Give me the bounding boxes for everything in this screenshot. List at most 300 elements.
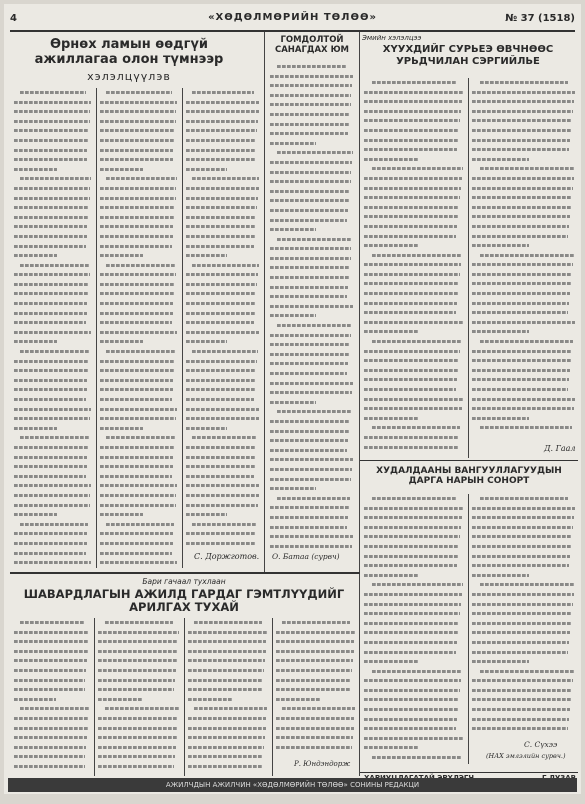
- body-text-line: [364, 686, 464, 696]
- body-text-line: [14, 666, 90, 676]
- body-text-line: [364, 667, 464, 677]
- body-text-line: [270, 484, 354, 494]
- body-text-line: [472, 97, 576, 107]
- body-text-line: [276, 685, 356, 695]
- body-text-line: [276, 666, 356, 676]
- body-text-line: [472, 571, 576, 581]
- body-text-line: [364, 414, 464, 424]
- body-text-line: [100, 357, 178, 367]
- body-text-line: [14, 174, 92, 184]
- body-text-line: [364, 532, 464, 542]
- body-text-line: [270, 110, 354, 120]
- footer-band: АЖИЛЧДЫН АЖИЛЧИН «ХӨДӨЛМӨРИЙН ТӨЛӨӨ» СОНИНЫ РЕДАКЦИ: [8, 778, 577, 792]
- body-text-line: [100, 280, 178, 290]
- body-text-line: [186, 165, 260, 175]
- body-text-line: [472, 423, 576, 433]
- body-text-line: [188, 743, 268, 753]
- body-text-line: [472, 270, 576, 280]
- body-text-line: [188, 647, 268, 657]
- body-text-line: [186, 213, 260, 223]
- body-text-line: [472, 289, 576, 299]
- article2-column: [270, 62, 354, 550]
- body-text-line: [270, 158, 354, 168]
- body-text-line: [186, 203, 260, 213]
- body-text-line: [270, 91, 354, 101]
- body-text-line: [364, 443, 464, 453]
- body-text-line: [364, 513, 464, 523]
- article4-column-3: [188, 618, 268, 774]
- body-text-line: [472, 212, 576, 222]
- body-text-line: [14, 443, 92, 453]
- body-text-line: [100, 261, 178, 271]
- body-text-line: [100, 299, 178, 309]
- body-text-line: [186, 414, 260, 424]
- body-text-line: [14, 222, 92, 232]
- body-text-line: [186, 328, 260, 338]
- body-text-line: [270, 177, 354, 187]
- body-text-line: [100, 194, 178, 204]
- body-text-line: [270, 321, 354, 331]
- body-text-line: [186, 347, 260, 357]
- article2-title: [270, 36, 354, 56]
- body-text-line: [186, 529, 260, 539]
- body-text-line: [14, 289, 92, 299]
- body-text-line: [100, 270, 178, 280]
- body-text-line: [276, 656, 356, 666]
- body-text-line: [100, 510, 178, 520]
- body-text-line: [186, 184, 260, 194]
- body-text-line: [188, 628, 268, 638]
- body-text-line: [472, 638, 576, 648]
- body-text-line: [364, 628, 464, 638]
- body-text-line: [270, 542, 354, 550]
- body-text-line: [186, 472, 260, 482]
- body-text-line: [364, 580, 464, 590]
- body-text-line: [270, 446, 354, 456]
- body-text-line: [472, 494, 576, 504]
- body-text-line: [100, 366, 178, 376]
- body-text-line: [364, 638, 464, 648]
- article2-signature: О. Батаа (сурвч): [272, 552, 340, 561]
- body-text-line: [364, 337, 464, 347]
- body-text-line: [14, 752, 90, 762]
- body-text-line: [472, 590, 576, 600]
- body-text-line: [364, 203, 464, 213]
- body-text-line: [270, 168, 354, 178]
- body-text-line: [364, 705, 464, 715]
- body-text-line: [276, 676, 356, 686]
- body-text-line: [188, 637, 268, 647]
- body-text-line: [270, 72, 354, 82]
- body-text-line: [188, 618, 268, 628]
- body-text-line: [14, 733, 90, 743]
- body-text-line: [100, 136, 178, 146]
- body-text-line: [186, 520, 260, 530]
- body-text-line: [14, 618, 90, 628]
- body-text-line: [14, 280, 92, 290]
- body-text-line: [270, 398, 354, 408]
- body-text-line: [186, 510, 260, 520]
- article5-title-line2: ДАРГА НАРЫН СОНОРТ: [408, 476, 530, 487]
- body-text-line: [364, 676, 464, 686]
- body-text-line: [364, 193, 464, 203]
- body-text-line: [186, 289, 260, 299]
- article4-column-4: [276, 618, 356, 756]
- body-text-line: [100, 385, 178, 395]
- body-text-line: [472, 78, 576, 88]
- body-text-line: [472, 657, 576, 667]
- body-text-line: [472, 609, 576, 619]
- body-text-line: [270, 331, 354, 341]
- body-text-line: [14, 714, 90, 724]
- body-text-line: [270, 475, 354, 485]
- body-text-line: [364, 404, 464, 414]
- body-text-line: [98, 656, 180, 666]
- body-text-line: [472, 155, 576, 165]
- body-text-line: [188, 704, 268, 714]
- article5-signature-note: (НАХ эмлэлийн сурвч.): [486, 752, 566, 760]
- body-text-line: [98, 628, 180, 638]
- body-text-line: [472, 193, 576, 203]
- body-text-line: [14, 539, 92, 549]
- body-text-line: [364, 734, 464, 744]
- body-text-line: [100, 155, 178, 165]
- body-text-line: [364, 590, 464, 600]
- body-text-line: [98, 752, 180, 762]
- article4-column-1: [14, 618, 90, 774]
- body-text-line: [364, 600, 464, 610]
- body-text-line: [270, 139, 354, 149]
- body-text-line: [472, 299, 576, 309]
- body-text-line: [364, 619, 464, 629]
- body-text-line: [472, 174, 576, 184]
- body-text-line: [270, 273, 354, 283]
- body-text-line: [270, 120, 354, 130]
- article5-title: [362, 466, 576, 487]
- body-text-line: [472, 532, 576, 542]
- body-text-line: [472, 222, 576, 232]
- body-text-line: [14, 136, 92, 146]
- body-text-line: [472, 116, 576, 126]
- body-text-line: [186, 539, 260, 548]
- body-text-line: [472, 705, 576, 715]
- body-text-line: [100, 146, 178, 156]
- body-text-line: [14, 88, 92, 98]
- body-text-line: [188, 714, 268, 724]
- body-text-line: [364, 270, 464, 280]
- body-text-line: [98, 704, 180, 714]
- body-text-line: [364, 279, 464, 289]
- body-text-line: [472, 356, 576, 366]
- body-text-line: [186, 376, 260, 386]
- body-text-line: [472, 232, 576, 242]
- article4-title: [14, 588, 354, 614]
- body-text-line: [100, 491, 178, 501]
- body-text-line: [270, 513, 354, 523]
- body-text-line: [14, 743, 90, 753]
- body-text-line: [472, 542, 576, 552]
- body-text-line: [472, 580, 576, 590]
- body-text-line: [270, 244, 354, 254]
- body-text-line: [188, 724, 268, 734]
- body-text-line: [186, 222, 260, 232]
- body-text-line: [472, 619, 576, 629]
- body-text-line: [14, 704, 90, 714]
- article5-title-line1: ХУДАЛДААНЫ ВАНГУУЛЛАГУУДЫН: [376, 466, 562, 476]
- body-text-line: [186, 395, 260, 405]
- body-text-line: [276, 704, 356, 714]
- body-text-line: [270, 417, 354, 427]
- body-text-line: [186, 443, 260, 453]
- body-text-line: [270, 494, 354, 504]
- body-text-line: [472, 107, 576, 117]
- body-text-line: [270, 359, 354, 369]
- body-text-line: [98, 618, 180, 628]
- body-text-line: [186, 366, 260, 376]
- body-text-line: [100, 117, 178, 127]
- body-text-line: [276, 647, 356, 657]
- article4-title-line1: ШАВАРДЛАГЫН АЖИЛД ГАРДАГ ГЭМТЛҮҮДИЙГ: [23, 587, 345, 601]
- body-text-line: [364, 648, 464, 658]
- body-text-line: [100, 558, 178, 566]
- body-text-line: [188, 676, 268, 686]
- body-text-line: [276, 618, 356, 628]
- body-text-line: [472, 337, 576, 347]
- body-text-line: [188, 656, 268, 666]
- body-text-line: [100, 98, 178, 108]
- body-text-line: [186, 318, 260, 328]
- body-text-line: [364, 289, 464, 299]
- body-text-line: [100, 232, 178, 242]
- body-text-line: [472, 279, 576, 289]
- body-text-line: [14, 453, 92, 463]
- body-text-line: [270, 129, 354, 139]
- body-text-line: [14, 337, 92, 347]
- article3-title-line2: УРЬДЧИЛАН СЭРГИЙЛЬЕ: [396, 55, 540, 67]
- body-text-line: [100, 481, 178, 491]
- body-text-line: [14, 433, 92, 443]
- body-text-line: [270, 206, 354, 216]
- body-text-line: [186, 107, 260, 117]
- body-text-line: [270, 407, 354, 417]
- body-text-line: [98, 743, 180, 753]
- body-text-line: [472, 561, 576, 571]
- body-text-line: [364, 542, 464, 552]
- body-text-line: [472, 414, 576, 424]
- body-text-line: [100, 347, 178, 357]
- body-text-line: [364, 609, 464, 619]
- body-text-line: [472, 203, 576, 213]
- article3-title: [362, 44, 574, 67]
- body-text-line: [270, 235, 354, 245]
- article3-kicker: Эмийн хэлэлцээ: [362, 34, 422, 42]
- body-text-line: [14, 194, 92, 204]
- body-text-line: [276, 724, 356, 734]
- body-text-line: [364, 375, 464, 385]
- body-text-line: [14, 261, 92, 271]
- body-text-line: [186, 491, 260, 501]
- body-text-line: [186, 481, 260, 491]
- body-text-line: [472, 552, 576, 562]
- body-text-line: [14, 146, 92, 156]
- body-text-line: [186, 194, 260, 204]
- article2-title-line2: САНАГДАХ ЮМ: [274, 44, 350, 55]
- body-text-line: [14, 395, 92, 405]
- article1-column-2: [100, 88, 178, 566]
- body-text-line: [364, 715, 464, 725]
- body-text-line: [472, 404, 576, 414]
- body-text-line: [364, 222, 464, 232]
- body-text-line: [100, 501, 178, 511]
- body-text-line: [186, 405, 260, 415]
- body-text-line: [364, 356, 464, 366]
- body-text-line: [14, 647, 90, 657]
- body-text-line: [100, 203, 178, 213]
- body-text-line: [270, 62, 354, 72]
- body-text-line: [186, 88, 260, 98]
- body-text-line: [14, 472, 92, 482]
- body-text-line: [270, 292, 354, 302]
- body-text-line: [14, 481, 92, 491]
- body-text-line: [14, 637, 90, 647]
- body-text-line: [14, 491, 92, 501]
- body-text-line: [276, 695, 356, 705]
- body-text-line: [270, 340, 354, 350]
- body-text-line: [98, 647, 180, 657]
- article1-title: [14, 38, 244, 68]
- body-text-line: [100, 414, 178, 424]
- body-text-line: [186, 251, 260, 261]
- body-text-line: [472, 385, 576, 395]
- body-text-line: [100, 289, 178, 299]
- body-text-line: [270, 379, 354, 389]
- body-text-line: [100, 107, 178, 117]
- body-text-line: [98, 695, 180, 705]
- body-text-line: [364, 116, 464, 126]
- body-text-line: [14, 184, 92, 194]
- body-text-line: [276, 637, 356, 647]
- body-text-line: [188, 685, 268, 695]
- body-text-line: [188, 752, 268, 762]
- body-text-line: [364, 145, 464, 155]
- body-text-line: [14, 695, 90, 705]
- body-text-line: [364, 308, 464, 318]
- body-text-line: [100, 443, 178, 453]
- body-text-line: [14, 462, 92, 472]
- article1-title-line1: Өрнөх ламын өөдгүй: [49, 37, 209, 52]
- body-text-line: [472, 366, 576, 376]
- body-text-line: [14, 558, 92, 566]
- body-text-line: [186, 357, 260, 367]
- body-text-line: [14, 520, 92, 530]
- body-text-line: [270, 81, 354, 91]
- body-text-line: [472, 260, 576, 270]
- body-text-line: [364, 241, 464, 251]
- article3-column-1: [364, 78, 464, 456]
- body-text-line: [14, 299, 92, 309]
- body-text-line: [186, 309, 260, 319]
- body-text-line: [14, 203, 92, 213]
- body-text-line: [14, 347, 92, 357]
- body-text-line: [100, 472, 178, 482]
- body-text-line: [100, 549, 178, 559]
- body-text-line: [472, 628, 576, 638]
- body-text-line: [364, 366, 464, 376]
- body-text-line: [270, 225, 354, 235]
- body-text-line: [14, 414, 92, 424]
- body-text-line: [472, 667, 576, 677]
- body-text-line: [14, 213, 92, 223]
- body-text-line: [14, 385, 92, 395]
- body-text-line: [14, 405, 92, 415]
- body-text-line: [98, 637, 180, 647]
- article5-column-2: [472, 494, 576, 738]
- body-text-line: [364, 107, 464, 117]
- page-number: 4: [10, 13, 17, 24]
- body-text-line: [100, 376, 178, 386]
- body-text-line: [472, 136, 576, 146]
- body-text-line: [14, 270, 92, 280]
- body-text-line: [364, 97, 464, 107]
- body-text-line: [14, 117, 92, 127]
- body-text-line: [186, 155, 260, 165]
- body-text-line: [472, 395, 576, 405]
- body-text-line: [14, 328, 92, 338]
- body-text-line: [472, 88, 576, 98]
- body-text-line: [100, 126, 178, 136]
- body-text-line: [472, 145, 576, 155]
- body-text-line: [364, 423, 464, 433]
- body-text-line: [270, 369, 354, 379]
- body-text-line: [270, 388, 354, 398]
- article4-column-2: [98, 618, 180, 774]
- body-text-line: [188, 762, 268, 772]
- body-text-line: [472, 600, 576, 610]
- body-text-line: [186, 462, 260, 472]
- body-text-line: [270, 263, 354, 273]
- body-text-line: [472, 523, 576, 533]
- body-text-line: [472, 724, 576, 734]
- body-text-line: [100, 529, 178, 539]
- body-text-line: [270, 465, 354, 475]
- body-text-line: [472, 347, 576, 357]
- body-text-line: [270, 455, 354, 465]
- body-text-line: [472, 695, 576, 705]
- body-text-line: [270, 302, 354, 312]
- body-text-line: [188, 733, 268, 743]
- body-text-line: [186, 424, 260, 434]
- body-text-line: [98, 714, 180, 724]
- body-text-line: [100, 213, 178, 223]
- body-text-line: [98, 666, 180, 676]
- body-text-line: [186, 385, 260, 395]
- body-text-line: [100, 165, 178, 175]
- body-text-line: [364, 184, 464, 194]
- body-text-line: [270, 254, 354, 264]
- body-text-line: [14, 126, 92, 136]
- body-text-line: [472, 686, 576, 696]
- body-text-line: [14, 318, 92, 328]
- article1-title-line2: ажиллагаа олон түмнээр: [34, 51, 224, 67]
- body-text-line: [100, 242, 178, 252]
- body-text-line: [100, 88, 178, 98]
- article3-column-2: [472, 78, 576, 440]
- body-text-line: [14, 424, 92, 434]
- body-text-line: [364, 561, 464, 571]
- body-text-line: [276, 628, 356, 638]
- body-text-line: [14, 357, 92, 367]
- body-text-line: [364, 657, 464, 667]
